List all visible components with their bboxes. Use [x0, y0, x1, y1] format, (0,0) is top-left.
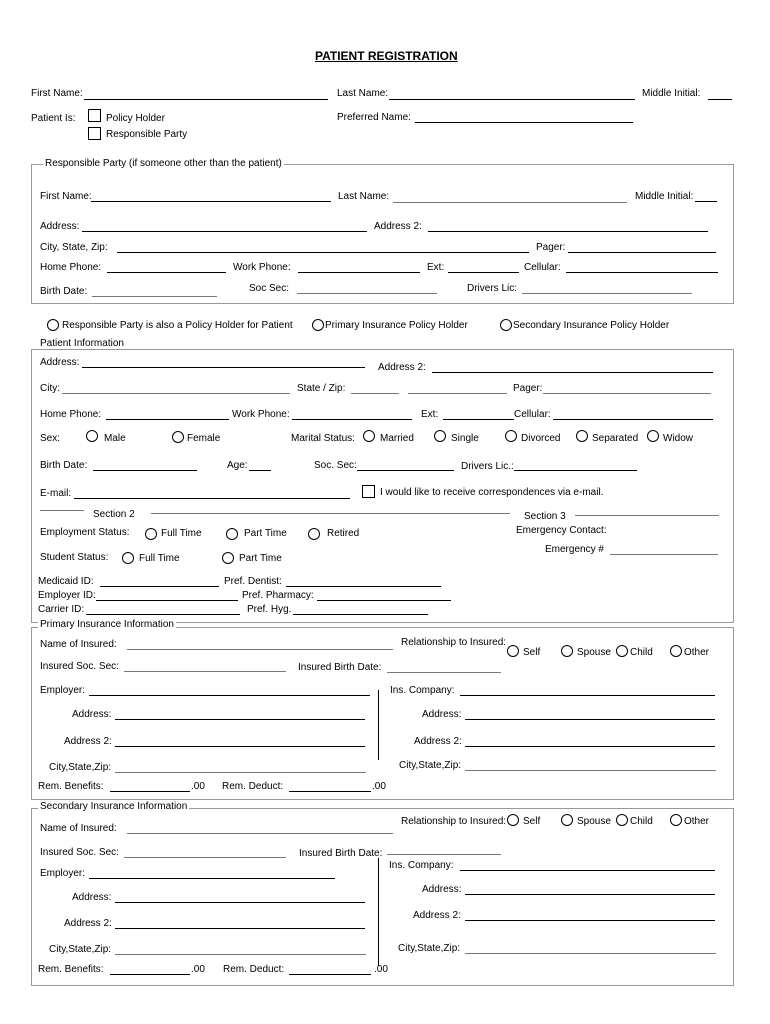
resp-home-phone-field[interactable]	[107, 272, 226, 273]
sec-emp-address2-field[interactable]	[115, 928, 365, 929]
primary-insurance-legend: Primary Insurance Information	[40, 619, 174, 630]
pri-child-label: Child	[630, 647, 653, 658]
page-title: PATIENT REGISTRATION	[315, 49, 458, 63]
pri-other-radio[interactable]	[670, 645, 682, 657]
pri-rem-deduct-label: Rem. Deduct:	[222, 781, 284, 792]
resp-cellular-label: Cellular:	[524, 262, 561, 273]
resp-city-label: City, State, Zip:	[40, 242, 108, 253]
pri-other-label: Other	[684, 647, 710, 658]
resp-policy-label: Responsible Party is also a Policy Holder for Patient	[62, 320, 293, 331]
primary-policy-label: Primary Insurance Policy Holder	[325, 320, 468, 331]
sec-ins-address-label: Address:	[422, 884, 462, 895]
secondary-insurance-section	[31, 808, 734, 986]
resp-home-phone-label: Home Phone:	[40, 262, 102, 273]
patient-soc-sec-field[interactable]	[357, 470, 454, 471]
patient-zip-field[interactable]	[408, 393, 507, 394]
pri-rem-benefits-cents: .00	[191, 781, 205, 792]
pri-ins-address-label: Address:	[422, 709, 462, 720]
resp-address2-field[interactable]	[428, 231, 708, 232]
first-name-label: First Name:	[31, 88, 83, 99]
pri-column-divider	[378, 690, 379, 760]
middle-initial-label: Middle Initial:	[642, 88, 701, 99]
resp-birth-date-field[interactable]	[92, 296, 217, 297]
patient-pager-field[interactable]	[543, 393, 711, 394]
sec-spouse-label: Spouse	[577, 816, 611, 827]
sec-emp-address2-label: Address 2:	[64, 918, 112, 929]
emergency-contact-label: Emergency Contact:	[516, 525, 607, 536]
sec-other-radio[interactable]	[670, 814, 682, 826]
resp-pager-label: Pager:	[536, 242, 566, 253]
sec-insured-soc-field[interactable]	[124, 857, 286, 858]
sec-relationship-label: Relationship to Insured:	[401, 816, 507, 827]
patient-ext-label: Ext:	[421, 409, 439, 420]
retired-label: Retired	[327, 528, 360, 539]
retired-radio[interactable]	[308, 528, 320, 540]
separated-label: Separated	[592, 433, 639, 444]
employer-id-field[interactable]	[96, 600, 238, 601]
pri-emp-address2-label: Address 2:	[64, 736, 112, 747]
sec-insured-birth-label: Insured Birth Date:	[299, 848, 383, 859]
patient-home-phone-field[interactable]	[106, 419, 229, 420]
student-part-time-label: Part Time	[239, 553, 282, 564]
middle-initial-field[interactable]	[708, 99, 732, 100]
pri-ins-address2-field[interactable]	[465, 746, 715, 747]
section3-label: Section 3	[524, 511, 566, 522]
patient-state-field[interactable]	[351, 393, 399, 394]
preferred-name-label: Preferred Name:	[337, 112, 411, 123]
widow-radio[interactable]	[647, 430, 659, 442]
sec-ins-address2-field[interactable]	[465, 920, 715, 921]
sec-child-radio[interactable]	[616, 814, 628, 826]
pri-rem-deduct-field[interactable]	[289, 791, 371, 792]
married-label: Married	[380, 433, 414, 444]
pref-hyg-field[interactable]	[293, 614, 428, 615]
section2-rule-left	[40, 510, 84, 511]
pri-ins-company-label: Ins. Company:	[390, 685, 455, 696]
patient-work-phone-field[interactable]	[292, 419, 412, 420]
employer-id-label: Employer ID:	[38, 590, 96, 601]
resp-last-name-field[interactable]	[393, 202, 627, 203]
email-opt-label: I would like to receive correspondences via e-mail.	[380, 487, 604, 498]
patient-address2-field[interactable]	[432, 372, 713, 373]
sec-rem-benefits-label: Rem. Benefits:	[38, 964, 104, 975]
pref-dentist-field[interactable]	[286, 586, 441, 587]
medicaid-id-label: Medicaid ID:	[38, 576, 94, 587]
primary-policy-radio[interactable]	[312, 319, 324, 331]
patient-cellular-label: Cellular:	[514, 409, 551, 420]
patient-pager-label: Pager:	[513, 383, 543, 394]
sec-column-divider	[378, 858, 379, 966]
age-field[interactable]	[249, 470, 271, 471]
employment-status-label: Employment Status:	[40, 527, 130, 538]
pref-pharmacy-label: Pref. Pharmacy:	[242, 590, 314, 601]
responsible-party-label: Responsible Party	[106, 129, 188, 140]
pri-ins-address2-label: Address 2:	[414, 736, 462, 747]
patient-ext-field[interactable]	[443, 419, 514, 420]
sec-rem-deduct-field[interactable]	[289, 974, 371, 975]
sec-ins-city-field[interactable]	[465, 953, 716, 954]
sec-spouse-radio[interactable]	[561, 814, 573, 826]
email-label: E-mail:	[40, 488, 72, 499]
pref-dentist-label: Pref. Dentist:	[224, 576, 282, 587]
sec-rem-deduct-label: Rem. Deduct:	[223, 964, 285, 975]
female-label: Female	[187, 433, 221, 444]
resp-address-field[interactable]	[82, 231, 367, 232]
resp-drivers-lic-label: Drivers Lic:	[467, 283, 518, 294]
patient-birth-date-label: Birth Date:	[40, 460, 88, 471]
policy-holder-checkbox[interactable]	[88, 109, 101, 122]
preferred-name-field[interactable]	[415, 122, 633, 123]
patient-cellular-field[interactable]	[553, 419, 713, 420]
sec-ins-city-label: City,State,Zip:	[398, 943, 461, 954]
sec-self-radio[interactable]	[507, 814, 519, 826]
responsible-party-section	[31, 164, 734, 304]
pri-spouse-label: Spouse	[577, 647, 611, 658]
resp-soc-sec-field[interactable]	[297, 293, 437, 294]
sec-rem-deduct-cents: .00	[374, 964, 388, 975]
pri-insured-soc-label: Insured Soc. Sec:	[40, 661, 119, 672]
pref-hyg-label: Pref. Hyg.	[247, 604, 292, 615]
patient-state-zip-label: State / Zip:	[297, 383, 346, 394]
email-opt-checkbox[interactable]	[362, 485, 375, 498]
sec-self-label: Self	[523, 816, 541, 827]
section2-rule-right	[151, 513, 510, 514]
pri-emp-address-label: Address:	[72, 709, 112, 720]
patient-info-section	[31, 349, 734, 623]
pri-employer-field[interactable]	[89, 695, 370, 696]
single-radio[interactable]	[434, 430, 446, 442]
pri-ins-city-label: City,State,Zip:	[399, 760, 462, 771]
pri-rem-deduct-cents: .00	[372, 781, 386, 792]
sec-ins-address2-label: Address 2:	[413, 910, 461, 921]
pri-emp-city-label: City,State,Zip:	[49, 762, 112, 773]
sec-emp-city-field[interactable]	[115, 954, 366, 955]
secondary-policy-radio[interactable]	[500, 319, 512, 331]
sec-insured-birth-field[interactable]	[387, 854, 501, 855]
sec-name-insured-field[interactable]	[127, 833, 393, 834]
section3-rule	[575, 515, 719, 516]
resp-city-field[interactable]	[117, 252, 529, 253]
resp-last-name-label: Last Name:	[338, 191, 390, 202]
pri-self-label: Self	[523, 647, 541, 658]
last-name-field[interactable]	[389, 99, 635, 100]
employment-part-time-radio[interactable]	[226, 528, 238, 540]
student-status-label: Student Status:	[40, 552, 109, 563]
sec-rem-benefits-cents: .00	[191, 964, 205, 975]
patient-city-label: City:	[40, 383, 60, 394]
pri-relationship-label: Relationship to Insured:	[401, 637, 507, 648]
sec-emp-address-label: Address:	[72, 892, 112, 903]
pri-insured-birth-label: Insured Birth Date:	[298, 662, 382, 673]
pri-spouse-radio[interactable]	[561, 645, 573, 657]
pri-emp-address2-field[interactable]	[115, 746, 365, 747]
patient-soc-sec-label: Soc. Sec:	[314, 460, 357, 471]
policy-holder-label: Policy Holder	[106, 113, 165, 124]
patient-info-legend: Patient Information	[40, 338, 124, 349]
pri-emp-address-field[interactable]	[115, 719, 365, 720]
sec-employer-field[interactable]	[89, 878, 335, 879]
resp-first-name-field[interactable]	[91, 201, 331, 202]
married-radio[interactable]	[363, 430, 375, 442]
resp-birth-date-label: Birth Date:	[40, 286, 88, 297]
age-label: Age:	[227, 460, 248, 471]
secondary-policy-label: Secondary Insurance Policy Holder	[513, 320, 670, 331]
sec-insured-soc-label: Insured Soc. Sec:	[40, 847, 119, 858]
sec-emp-address-field[interactable]	[115, 902, 365, 903]
male-radio[interactable]	[86, 430, 98, 442]
sec-ins-company-field[interactable]	[460, 870, 715, 871]
resp-soc-sec-label: Soc Sec:	[249, 283, 290, 294]
pri-insured-birth-field[interactable]	[387, 672, 501, 673]
female-radio[interactable]	[172, 431, 184, 443]
widow-label: Widow	[663, 433, 694, 444]
patient-work-phone-label: Work Phone:	[232, 409, 290, 420]
patient-city-field[interactable]	[62, 393, 290, 394]
divorced-label: Divorced	[521, 433, 561, 444]
pri-name-insured-label: Name of Insured:	[40, 639, 117, 650]
employment-full-time-radio[interactable]	[145, 528, 157, 540]
resp-work-phone-label: Work Phone:	[233, 262, 291, 273]
resp-ext-label: Ext:	[427, 262, 445, 273]
patient-drivers-lic-label: Drivers Lic.:	[461, 461, 514, 472]
sec-other-label: Other	[684, 816, 710, 827]
resp-policy-radio[interactable]	[47, 319, 59, 331]
resp-drivers-lic-field[interactable]	[522, 293, 692, 294]
student-part-time-radio[interactable]	[222, 552, 234, 564]
primary-insurance-section	[31, 627, 734, 800]
sec-emp-city-label: City,State,Zip:	[49, 944, 112, 955]
sec-child-label: Child	[630, 816, 653, 827]
pref-pharmacy-field[interactable]	[317, 600, 451, 601]
pri-child-radio[interactable]	[616, 645, 628, 657]
patient-drivers-lic-field[interactable]	[514, 470, 637, 471]
male-label: Male	[104, 433, 126, 444]
emergency-num-label: Emergency #	[545, 544, 604, 555]
section2-label: Section 2	[93, 509, 135, 520]
pri-ins-address-field[interactable]	[465, 719, 715, 720]
responsible-party-checkbox[interactable]	[88, 127, 101, 140]
pri-ins-city-field[interactable]	[465, 770, 716, 771]
sec-rem-benefits-field[interactable]	[110, 974, 190, 975]
pri-rem-benefits-field[interactable]	[110, 791, 190, 792]
single-label: Single	[451, 433, 479, 444]
last-name-label: Last Name:	[337, 88, 389, 99]
pri-rem-benefits-label: Rem. Benefits:	[38, 781, 104, 792]
sex-label: Sex:	[40, 433, 61, 444]
responsible-party-legend: Responsible Party (if someone other than the patient)	[45, 158, 282, 169]
resp-first-name-label: First Name:	[40, 191, 92, 202]
pri-ins-company-field[interactable]	[460, 695, 715, 696]
employment-full-time-label: Full Time	[161, 528, 202, 539]
sec-name-insured-label: Name of Insured:	[40, 823, 117, 834]
resp-middle-initial-label: Middle Initial:	[635, 191, 694, 202]
pri-emp-city-field[interactable]	[115, 772, 366, 773]
student-full-time-radio[interactable]	[122, 552, 134, 564]
sec-ins-address-field[interactable]	[465, 894, 715, 895]
carrier-id-field[interactable]	[86, 614, 240, 615]
sec-employer-label: Employer:	[40, 868, 86, 879]
patient-birth-date-field[interactable]	[93, 470, 197, 471]
secondary-insurance-legend: Secondary Insurance Information	[40, 801, 188, 812]
resp-address2-label: Address 2:	[374, 221, 422, 232]
patient-address-label: Address:	[40, 357, 80, 368]
resp-middle-initial-field[interactable]	[695, 201, 717, 202]
medicaid-id-field[interactable]	[100, 586, 219, 587]
resp-work-phone-field[interactable]	[298, 272, 420, 273]
resp-ext-field[interactable]	[448, 272, 519, 273]
email-field[interactable]	[74, 498, 350, 499]
separated-radio[interactable]	[576, 430, 588, 442]
resp-cellular-field[interactable]	[566, 272, 718, 273]
patient-home-phone-label: Home Phone:	[40, 409, 102, 420]
sec-ins-company-label: Ins. Company:	[389, 860, 454, 871]
marital-status-label: Marital Status:	[291, 433, 355, 444]
patient-address-field[interactable]	[82, 367, 365, 368]
pri-self-radio[interactable]	[507, 645, 519, 657]
first-name-field[interactable]	[84, 99, 328, 100]
carrier-id-label: Carrier ID:	[38, 604, 85, 615]
pri-name-insured-field[interactable]	[127, 649, 393, 650]
pri-employer-label: Employer:	[40, 685, 86, 696]
patient-is-label: Patient Is:	[31, 113, 76, 124]
student-full-time-label: Full Time	[139, 553, 180, 564]
resp-pager-field[interactable]	[568, 252, 716, 253]
pri-insured-soc-field[interactable]	[124, 671, 286, 672]
employment-part-time-label: Part Time	[244, 528, 287, 539]
patient-address2-label: Address 2:	[378, 362, 426, 373]
divorced-radio[interactable]	[505, 430, 517, 442]
resp-address-label: Address:	[40, 221, 80, 232]
emergency-num-field[interactable]	[610, 554, 718, 555]
